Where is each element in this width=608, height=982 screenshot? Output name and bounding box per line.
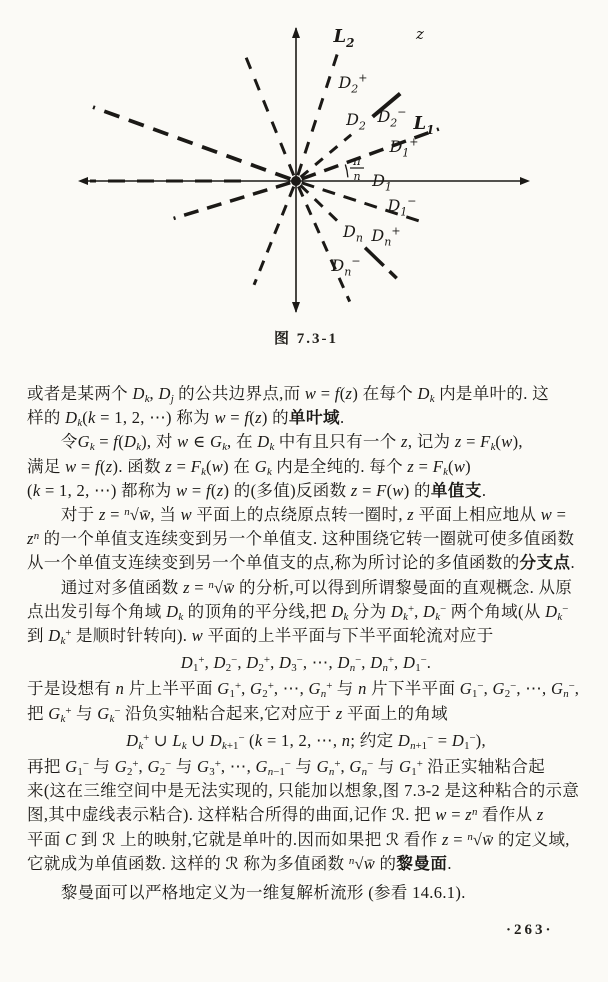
text-line: 到 $D_k^+$ 是顺时针转向). w 平面的上半平面与下半平面轮流对应于 (27, 626, 494, 648)
text-line: 它就成为单值函数. 这样的 ℛ 称为多值函数 $^n$√w̄ 的黎曼面. (27, 853, 452, 873)
text-line: $z^n$ 的一个单值支连续变到另一个单值支. 这种围绕它转一圈就可使多值函数 (27, 529, 575, 549)
body-text (27, 382, 585, 905)
text-line: 图,其中虚线表示粘合). 这样粘合所得的曲面,记作 ℛ. 把 $w = z^n$ 看作从 z (27, 805, 544, 825)
svg-text:z: z (416, 25, 424, 43)
svg-text:D2−: $D_2^-$ (377, 105, 407, 130)
svg-text:n: n (353, 170, 361, 183)
text-line: 黎曼面可以严格地定义为一维复解析流形 (参看 14.6.1). (60, 883, 466, 903)
svg-text:D1+: $D_1^+$ (389, 135, 419, 160)
text-line: 于是设想有 n 片上半平面 $G_1^+$, $G_2^+$, ⋯, $G_n^+$ 与 n 片下半平面 $G_1^-$, $G_2^-$, ⋯, $G_n^-$, (27, 679, 580, 701)
svg-text:D2: $D_2$ (346, 110, 366, 133)
text-line: 从一个单值支连续变到另一个单值支的点,称为所讨论的多值函数的分支点. (27, 553, 575, 573)
svg-text:L1: $L_1$ (413, 113, 435, 138)
svg-text:Dn−: $D_n^-$ (331, 254, 361, 279)
text-line: 样的 $D_k(k = 1$, 2, ⋯) 称为 w = f(z) 的单叶域. (27, 408, 345, 430)
text-line: 来(这在三维空间中是无法实现的, 只能加以想象,图 7.3-2 是这种粘合的示意 (27, 781, 580, 801)
text-line: (k = 1, 2, ⋯) 都称为 w = f(z) 的(多值)反函数 z = F(w) 的单值支. (27, 480, 487, 500)
text-line: 点出发引每个角域 $D_k$ 的顶角的平分线,把 $D_k$ 分为 $D_k^+$, $D_k^-$ 两个角域(从 $D_k^-$ (27, 601, 569, 623)
text-line: 或者是某两个 $D_k$, $D_j$ 的公共边界点,而 w = f(z) 在每个 $D_k$ 内是单叶的. 这 (27, 384, 549, 406)
text-line: 把 $G_k^+$ 与 $G_k^-$ 沿负实轴粘合起来,它对应于 z 平面上的角域 (27, 703, 449, 725)
svg-text:D2+: $D_2^+$ (338, 71, 368, 96)
text-line: 通过对多值函数 z = $^n$√w̄ 的分析,可以得到所谓黎曼面的直观概念. 从原 (60, 577, 573, 597)
text-line: 满足 w = f(z). 函数 $z = F_k(w)$ 在 $G_k$ 内是全纯的. 每个 $z = F_k(w)$ (27, 456, 471, 478)
text-line: 对于 z = $^n$√w̄, 当 w 平面上的点绕原点转一圈时, z 平面上相应地从 w = (60, 505, 567, 525)
svg-text:π: π (353, 154, 361, 168)
svg-text:D1−: $D_1^-$ (387, 194, 417, 219)
page-number: ·263· (506, 922, 554, 938)
svg-text:D1: $D_1$ (372, 171, 392, 194)
svg-text:Dn: $D_n$ (343, 222, 363, 245)
text-line: 平面 C 到 ℛ 上的映射,它就是单叶的.因而如果把 ℛ 看作 z = $^n$√w̄ 的定义域, (27, 829, 570, 849)
text-line: $D_k^+$ ∪ $L_k$ ∪ $D_{k+1}^-$ (k = 1, 2, ⋯, n; 约定 $D_{n+1}^- = D_1^-$), (126, 730, 486, 752)
figure-7-3-1 (24, 21, 564, 321)
text-line: 再把 $G_1^-$ 与 $G_2^+$, $G_2^-$ 与 $G_3^+$, ⋯, $G_{n-1}^-$ 与 $G_n^+$, $G_n^-$ 与 $G_1^+$ 沿正实轴粘合起 (27, 757, 546, 779)
text-line: $D_1^+$, $D_2^-$, $D_2^+$, $D_3^-$, ⋯, $D_n^-$, $D_n^+$, $D_1^-$. (180, 653, 432, 675)
figure-caption: 图 7.3-1 (274, 331, 338, 347)
svg-text:L2: $L_2$ (333, 26, 355, 51)
sector-rays-diagram (24, 21, 564, 321)
svg-text:Dn+: $D_n^+$ (371, 224, 401, 249)
text-line: 令$G_k = f(D_k)$, 对 w ∈ $G_k$, 在 $D_k$ 中有且只有一个 z, 记为 $z = F_k(w)$, (60, 432, 523, 454)
